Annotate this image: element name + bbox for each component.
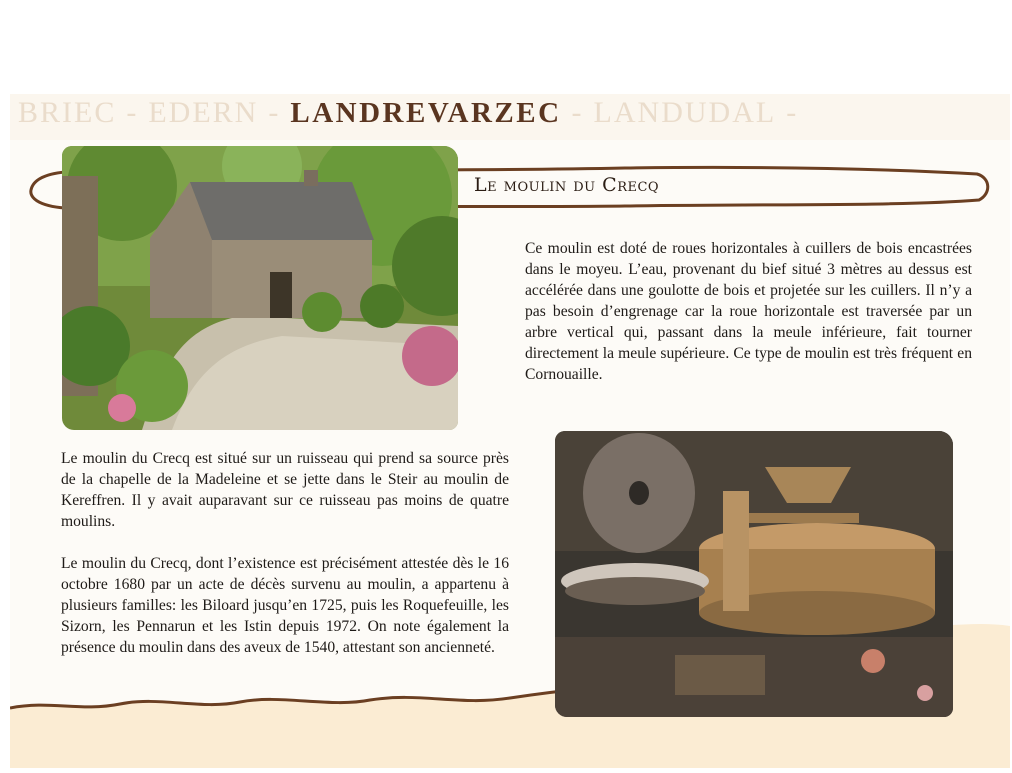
history-paragraph: Le moulin du Crecq, dont l’existence est précisément attestée dès le 16 octobre 1680 par un acte de décès survenu au moulin, a appartenu à plusieurs familles: les Biloard jusqu’en 1725, puis les Roquefeuille, les Sizorn, les Pennarun et les Istin depuis 1972. On note également la présence du moulin dans des aveux de 1540, attestant son ancienneté.: [61, 555, 509, 656]
millstone-interior-photo: [555, 431, 953, 717]
header-name-edern: EDERN: [148, 96, 259, 129]
header-separator: -: [126, 96, 139, 129]
header-separator: -: [268, 96, 281, 129]
header-name-briec: BRIEC: [18, 96, 117, 129]
header-current-commune: LANDREVARZEC: [290, 96, 562, 129]
stone-mill-exterior-photo: [62, 146, 458, 430]
history-paragraph: Le moulin du Crecq est situé sur un ruisseau qui prend sa source près de la chapelle de la Madeleine et se jette dans le Steir au moulin de Kereffren. Il y avait auparavant sur ce ruisseau pas moins de quatre moulins.: [61, 450, 509, 530]
mill-mechanism-description: Ce moulin est doté de roues horizontales à cuillers de bois encastrées dans le moyeu. L’eau, provenant du bief situé 3 mètres au dessus est accélérée dans une goulotte de bois et projetée sur les cuillers. Il n’y a pas besoin d’engrenage car la roue horizontale est traversée par un arbre vertical qui, passant dans la meule inférieure, fait tourner directement la meule supérieure. Ce type de moulin est très fréquent en Cornouaille.: [525, 240, 972, 383]
header-separator: -: [571, 96, 584, 129]
mill-history-text: [61, 448, 509, 679]
page-title: Le moulin du Crecq: [474, 174, 660, 196]
commune-header: [10, 98, 1010, 128]
header-separator: -: [786, 96, 799, 129]
header-name-landudal: LANDUDAL: [593, 96, 777, 129]
